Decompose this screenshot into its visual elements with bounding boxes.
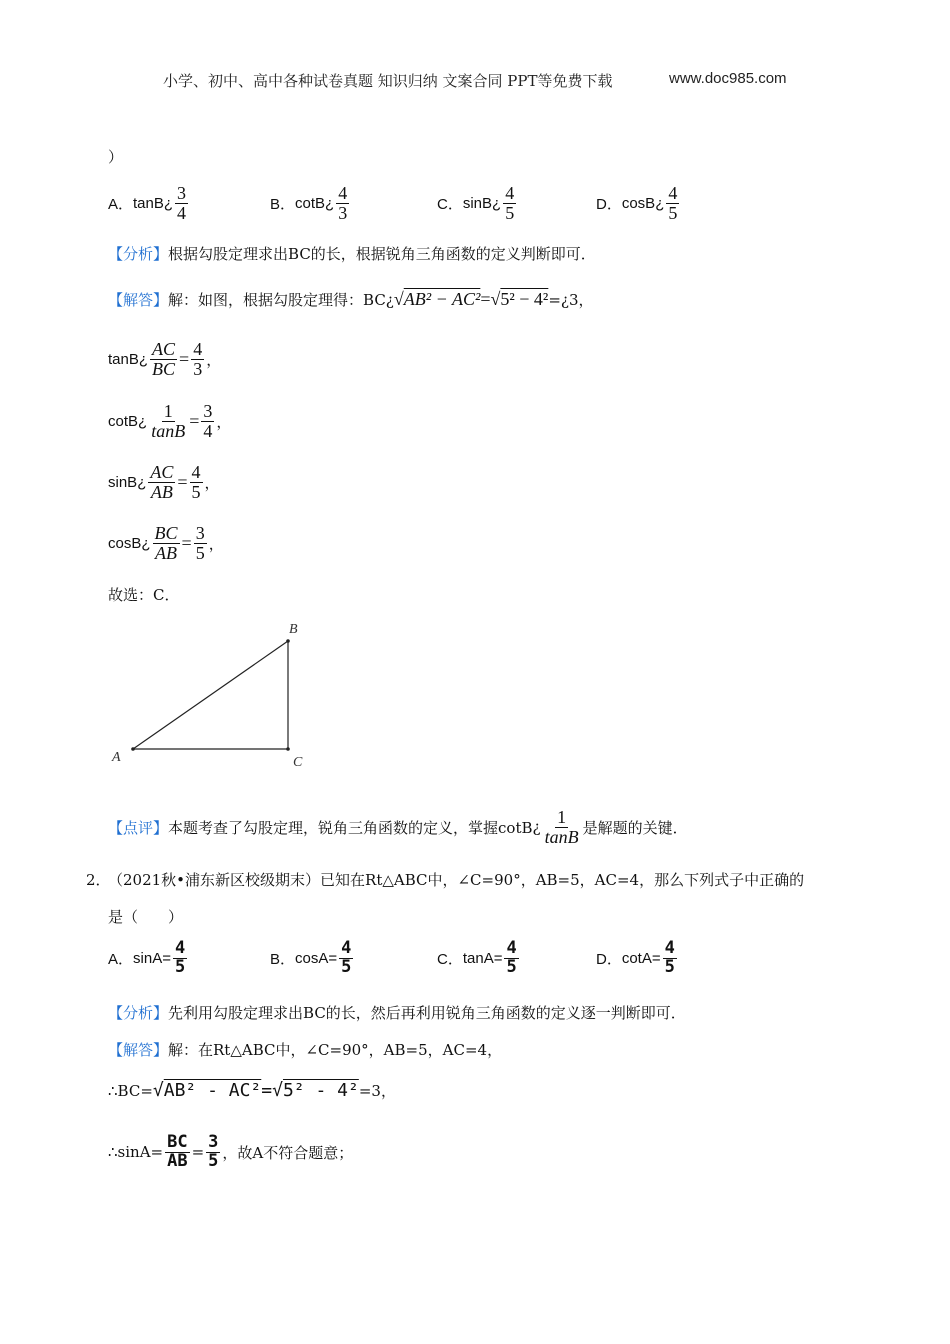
q2-stem-line2: 是（ ）	[108, 908, 184, 926]
vertex-a-label: A	[112, 750, 121, 765]
option-b: B． cotB ¿ $\frac{4}{3}$	[270, 183, 348, 223]
comment-1: 【点评】 本题考查了勾股定理，锐角三角函数的定义，掌握cotB ¿ $\frac{1}{\tan B}$ 是解题的关键．	[108, 807, 688, 847]
option-d: D． cosB ¿ $\frac{4}{5}$	[596, 183, 678, 223]
vertex-c-label: C	[293, 755, 303, 770]
q2-option-b: B． cosA= $\frac{4}{5}$	[270, 938, 352, 977]
analysis-2: 【分析】先利用勾股定理求出BC的长，然后再利用锐角三角函数的定义逐一判断即可．	[108, 1004, 686, 1022]
side-ab	[133, 641, 288, 749]
vertex-b-label: B	[289, 622, 298, 637]
q2-stem-line1: （2021秋•浦东新区校级期末）已知在Rt△ABC中，∠C=90°，AB=5，AC=4，那么下列式子中正确的	[108, 871, 805, 889]
answer-1: 【解答】 解：如图，根据勾股定理得：BC ¿ √AB² − AC²=√5² − 4² =¿3，	[108, 289, 594, 309]
q2-option-a: A． sinA= $\frac{4}{5}$	[108, 938, 186, 977]
option-a: A． tanB ¿ $\frac{3}{4}$	[108, 183, 187, 223]
header-url[interactable]: www.doc985.com	[669, 70, 787, 87]
answer-2-bc: ∴BC= √AB² - AC²=√5² - 4² =3，	[108, 1080, 396, 1101]
step-sin: sinB ¿ $\frac{AC}{AB}$ = $\frac{4}{5}$ ，	[108, 462, 220, 502]
step-tan: tanB ¿ $\frac{AC}{BC}$ = $\frac{4}{3}$ ，	[108, 339, 222, 379]
q2-option-d: D． cotA= $\frac{4}{5}$	[596, 938, 675, 977]
header-text: 小学、初中、高中各种试卷真题 知识归纳 文案合同 PPT等免费下载	[163, 72, 613, 90]
choose-1: 故选：C．	[108, 586, 180, 604]
triangle-figure	[100, 612, 320, 777]
analysis-1: 【分析】根据勾股定理求出BC的长，根据锐角三角函数的定义判断即可．	[108, 245, 596, 263]
answer-2: 【解答】解：在Rt△ABC中，∠C=90°，AB=5，AC=4，	[108, 1041, 503, 1059]
q2-number: 2．	[86, 871, 111, 889]
q2-option-c: C． tanA= $\frac{4}{5}$	[437, 938, 517, 977]
paren-close: ）	[108, 148, 124, 166]
step-cos: cosB ¿ $\frac{BC}{AB}$ = $\frac{3}{5}$ ，	[108, 523, 224, 563]
answer-2-sin: ∴sinA= $\frac{BC}{AB}$ = $\frac{3}{5}$ ，故A不符合题意；	[108, 1132, 354, 1171]
step-cot: cotB ¿ $\frac{1}{\tan B}$ = $\frac{3}{4}$ ，	[108, 401, 232, 441]
option-c: C． sinB ¿ $\frac{4}{5}$	[437, 183, 515, 223]
